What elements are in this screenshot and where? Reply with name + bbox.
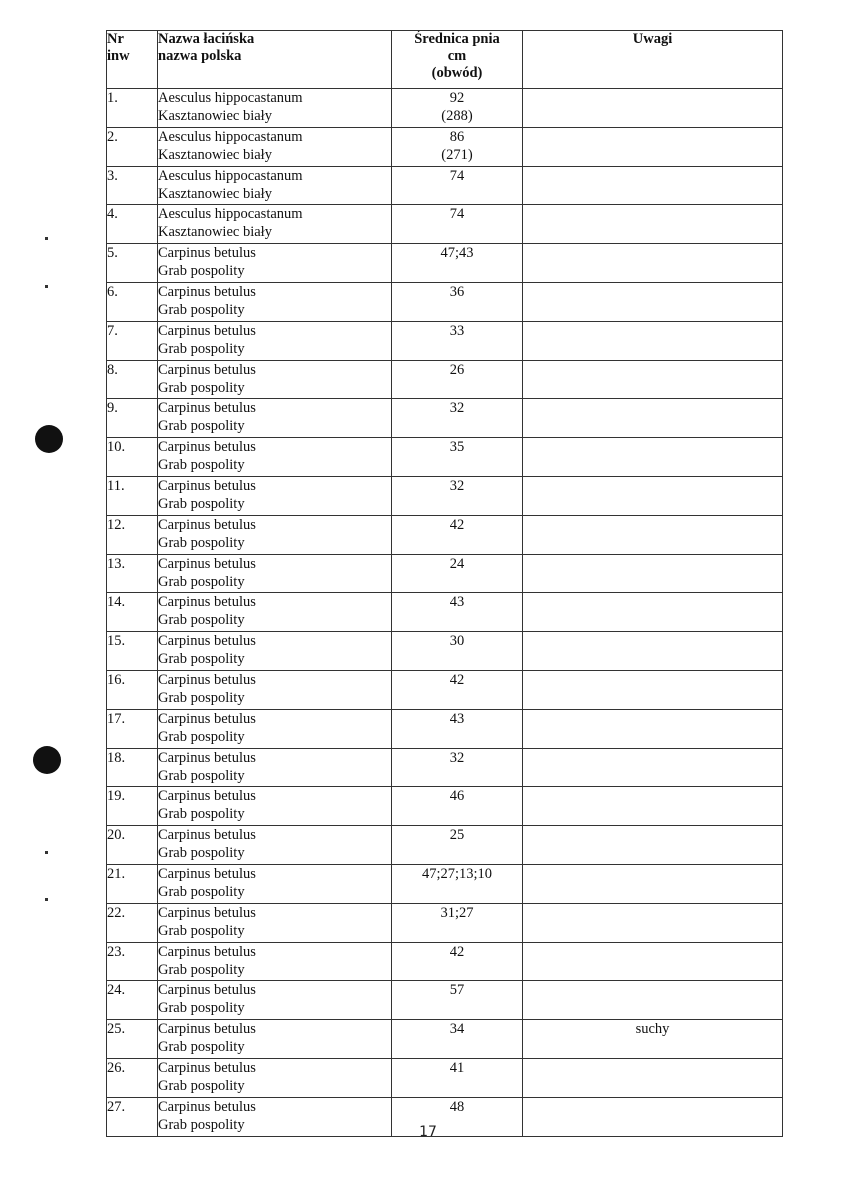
diameter-value: 48	[449, 1098, 465, 1115]
trunk-diameter	[392, 1058, 523, 1097]
polish-name: Kasztanowiec biały	[158, 146, 272, 163]
species-name	[158, 903, 392, 942]
polish-name: Grab pospolity	[158, 379, 245, 396]
row-number: 2.	[107, 127, 158, 166]
diameter-value: 74	[449, 167, 465, 184]
trunk-diameter	[392, 515, 523, 554]
species-name	[158, 282, 392, 321]
table-row	[107, 1020, 783, 1059]
species-name	[158, 438, 392, 477]
polish-name: Grab pospolity	[158, 845, 245, 862]
notes-cell	[523, 554, 783, 593]
notes-cell	[523, 205, 783, 244]
latin-name: Aesculus hippocastanum	[158, 128, 303, 145]
trunk-diameter	[392, 282, 523, 321]
species-name	[158, 864, 392, 903]
trunk-diameter	[392, 166, 523, 205]
latin-name: Carpinus betulus	[158, 400, 256, 417]
table-row	[107, 127, 783, 166]
polish-name: Grab pospolity	[158, 418, 245, 435]
species-name	[158, 826, 392, 865]
row-number: 4.	[107, 205, 158, 244]
notes-cell	[523, 244, 783, 283]
notes-cell	[523, 438, 783, 477]
trunk-diameter	[392, 244, 523, 283]
diameter-value: 26	[449, 361, 465, 378]
latin-name: Carpinus betulus	[158, 710, 256, 727]
species-name	[158, 593, 392, 632]
notes-cell	[523, 282, 783, 321]
trunk-diameter	[392, 1020, 523, 1059]
polish-name: Grab pospolity	[158, 961, 245, 978]
latin-name: Carpinus betulus	[158, 827, 256, 844]
polish-name: Grab pospolity	[158, 1116, 245, 1133]
diameter-value: 31;27	[440, 904, 474, 921]
table-row	[107, 787, 783, 826]
table-row	[107, 826, 783, 865]
diameter-value: 34	[449, 1021, 465, 1038]
latin-name: Carpinus betulus	[158, 1059, 256, 1076]
diameter-value: 86	[449, 128, 465, 145]
notes-cell	[523, 981, 783, 1020]
species-name	[158, 1058, 392, 1097]
latin-name: Carpinus betulus	[158, 439, 256, 456]
latin-name: Aesculus hippocastanum	[158, 206, 303, 223]
diameter-value: 33	[449, 322, 465, 339]
polish-name: Grab pospolity	[158, 883, 245, 900]
table-row	[107, 670, 783, 709]
species-name	[158, 554, 392, 593]
trunk-diameter	[392, 593, 523, 632]
notes-cell	[523, 127, 783, 166]
row-number: 11.	[107, 476, 158, 515]
table-header-row	[107, 31, 783, 89]
polish-name: Kasztanowiec biały	[158, 224, 272, 241]
latin-name: Carpinus betulus	[158, 865, 256, 882]
circumference-value: (288)	[441, 108, 473, 124]
species-name	[158, 787, 392, 826]
table-row	[107, 282, 783, 321]
circumference-value: (271)	[441, 146, 473, 163]
table-row	[107, 476, 783, 515]
trunk-diameter	[392, 476, 523, 515]
diameter-value: 74	[449, 206, 465, 223]
latin-name: Carpinus betulus	[158, 322, 256, 339]
row-number: 1.	[107, 89, 158, 128]
notes-cell	[523, 942, 783, 981]
scan-speck	[45, 898, 48, 901]
diameter-value: 32	[449, 477, 465, 494]
table-row	[107, 981, 783, 1020]
polish-name: Grab pospolity	[158, 534, 245, 551]
latin-name: Carpinus betulus	[158, 245, 256, 262]
polish-name: Grab pospolity	[158, 573, 245, 590]
notes-cell	[523, 826, 783, 865]
scan-speck	[45, 237, 48, 240]
notes-cell	[523, 632, 783, 671]
table-row	[107, 709, 783, 748]
species-name	[158, 360, 392, 399]
trunk-diameter	[392, 670, 523, 709]
latin-name: Carpinus betulus	[158, 555, 256, 572]
header-diameter: Średnica pnia cm (obwód)	[392, 31, 523, 89]
notes-cell	[523, 360, 783, 399]
polish-name: Kasztanowiec biały	[158, 185, 272, 202]
table-row	[107, 399, 783, 438]
species-name	[158, 515, 392, 554]
species-name	[158, 127, 392, 166]
scan-speck	[45, 851, 48, 854]
trunk-diameter	[392, 748, 523, 787]
scan-speck	[45, 285, 48, 288]
row-number: 22.	[107, 903, 158, 942]
punch-hole	[33, 746, 61, 774]
polish-name: Grab pospolity	[158, 457, 245, 474]
row-number: 26.	[107, 1058, 158, 1097]
species-name	[158, 1020, 392, 1059]
diameter-value: 43	[449, 710, 465, 727]
latin-name: Carpinus betulus	[158, 1021, 256, 1038]
notes-cell: suchy	[523, 1020, 783, 1059]
row-number: 7.	[107, 321, 158, 360]
polish-name: Grab pospolity	[158, 689, 245, 706]
diameter-value: 47;43	[440, 245, 474, 262]
table-row	[107, 942, 783, 981]
table-row	[107, 515, 783, 554]
table-row	[107, 360, 783, 399]
trunk-diameter	[392, 632, 523, 671]
diameter-value: 30	[449, 633, 465, 650]
species-name	[158, 205, 392, 244]
row-number: 10.	[107, 438, 158, 477]
table-row	[107, 903, 783, 942]
row-number: 9.	[107, 399, 158, 438]
polish-name: Grab pospolity	[158, 922, 245, 939]
species-name	[158, 670, 392, 709]
table-body	[107, 89, 783, 1137]
polish-name: Grab pospolity	[158, 263, 245, 280]
notes-cell	[523, 709, 783, 748]
table-row	[107, 632, 783, 671]
latin-name: Carpinus betulus	[158, 982, 256, 999]
notes-cell	[523, 903, 783, 942]
tree-inventory-table	[106, 30, 783, 1137]
row-number: 24.	[107, 981, 158, 1020]
diameter-value: 24	[449, 555, 465, 572]
polish-name: Grab pospolity	[158, 651, 245, 668]
trunk-diameter	[392, 903, 523, 942]
polish-name: Grab pospolity	[158, 728, 245, 745]
latin-name: Carpinus betulus	[158, 749, 256, 766]
row-number: 14.	[107, 593, 158, 632]
trunk-diameter	[392, 321, 523, 360]
notes-cell	[523, 670, 783, 709]
table-row	[107, 438, 783, 477]
species-name	[158, 981, 392, 1020]
notes-cell	[523, 864, 783, 903]
notes-cell	[523, 476, 783, 515]
table-row	[107, 205, 783, 244]
table-row	[107, 593, 783, 632]
diameter-value: 36	[449, 283, 465, 300]
row-number: 18.	[107, 748, 158, 787]
species-name	[158, 399, 392, 438]
table-row	[107, 864, 783, 903]
diameter-value: 47;27;13;10	[421, 865, 493, 882]
notes-cell	[523, 787, 783, 826]
page-number: 17	[419, 1124, 437, 1140]
row-number: 23.	[107, 942, 158, 981]
polish-name: Grab pospolity	[158, 301, 245, 318]
latin-name: Carpinus betulus	[158, 361, 256, 378]
notes-cell	[523, 593, 783, 632]
table-row	[107, 244, 783, 283]
row-number: 27.	[107, 1097, 158, 1136]
trunk-diameter	[392, 438, 523, 477]
diameter-value: 42	[449, 671, 465, 688]
trunk-diameter	[392, 864, 523, 903]
diameter-value: 35	[449, 439, 465, 456]
header-name: Nazwa łacińska nazwa polska	[158, 31, 392, 89]
species-name	[158, 748, 392, 787]
diameter-value: 43	[449, 594, 465, 611]
polish-name: Grab pospolity	[158, 767, 245, 784]
notes-cell	[523, 321, 783, 360]
polish-name: Grab pospolity	[158, 1077, 245, 1094]
latin-name: Carpinus betulus	[158, 283, 256, 300]
latin-name: Aesculus hippocastanum	[158, 90, 303, 106]
row-number: 12.	[107, 515, 158, 554]
row-number: 16.	[107, 670, 158, 709]
notes-cell	[523, 166, 783, 205]
header-nr: Nr inw	[107, 31, 158, 89]
latin-name: Carpinus betulus	[158, 516, 256, 533]
notes-cell	[523, 515, 783, 554]
polish-name: Grab pospolity	[158, 495, 245, 512]
polish-name: Grab pospolity	[158, 806, 245, 823]
punch-hole	[35, 425, 63, 453]
polish-name: Grab pospolity	[158, 340, 245, 357]
diameter-value: 42	[449, 516, 465, 533]
notes-cell	[523, 89, 783, 128]
trunk-diameter	[392, 89, 523, 128]
polish-name: Grab pospolity	[158, 1000, 245, 1017]
latin-name: Carpinus betulus	[158, 788, 256, 805]
trunk-diameter	[392, 554, 523, 593]
diameter-value: 32	[449, 400, 465, 417]
row-number: 8.	[107, 360, 158, 399]
trunk-diameter	[392, 981, 523, 1020]
diameter-value: 46	[449, 788, 465, 805]
species-name	[158, 166, 392, 205]
diameter-value: 57	[449, 982, 465, 999]
latin-name: Carpinus betulus	[158, 633, 256, 650]
trunk-diameter	[392, 942, 523, 981]
polish-name: Kasztanowiec biały	[158, 108, 272, 124]
species-name	[158, 476, 392, 515]
row-number: 6.	[107, 282, 158, 321]
species-name	[158, 709, 392, 748]
trunk-diameter	[392, 360, 523, 399]
table-row	[107, 321, 783, 360]
table-row	[107, 89, 783, 128]
row-number: 13.	[107, 554, 158, 593]
trunk-diameter	[392, 787, 523, 826]
polish-name: Grab pospolity	[158, 612, 245, 629]
trunk-diameter	[392, 205, 523, 244]
notes-cell	[523, 748, 783, 787]
species-name	[158, 244, 392, 283]
row-number: 21.	[107, 864, 158, 903]
trunk-diameter	[392, 826, 523, 865]
latin-name: Carpinus betulus	[158, 904, 256, 921]
header-notes: Uwagi	[523, 31, 783, 89]
latin-name: Carpinus betulus	[158, 477, 256, 494]
row-number: 17.	[107, 709, 158, 748]
latin-name: Carpinus betulus	[158, 943, 256, 960]
notes-cell	[523, 399, 783, 438]
table-row	[107, 748, 783, 787]
trunk-diameter	[392, 127, 523, 166]
table-row	[107, 1058, 783, 1097]
polish-name: Grab pospolity	[158, 1039, 245, 1056]
row-number: 19.	[107, 787, 158, 826]
species-name	[158, 89, 392, 128]
diameter-value: 32	[449, 749, 465, 766]
latin-name: Aesculus hippocastanum	[158, 167, 303, 184]
species-name	[158, 632, 392, 671]
diameter-value: 92	[449, 90, 465, 106]
trunk-diameter	[392, 709, 523, 748]
row-number: 3.	[107, 166, 158, 205]
latin-name: Carpinus betulus	[158, 1098, 256, 1115]
notes-cell	[523, 1058, 783, 1097]
row-number: 25.	[107, 1020, 158, 1059]
row-number: 15.	[107, 632, 158, 671]
latin-name: Carpinus betulus	[158, 671, 256, 688]
species-name	[158, 942, 392, 981]
table-row	[107, 166, 783, 205]
row-number: 5.	[107, 244, 158, 283]
diameter-value: 42	[449, 943, 465, 960]
table-row	[107, 554, 783, 593]
latin-name: Carpinus betulus	[158, 594, 256, 611]
row-number: 20.	[107, 826, 158, 865]
species-name	[158, 321, 392, 360]
diameter-value: 25	[449, 827, 465, 844]
trunk-diameter	[392, 399, 523, 438]
diameter-value: 41	[449, 1059, 465, 1076]
